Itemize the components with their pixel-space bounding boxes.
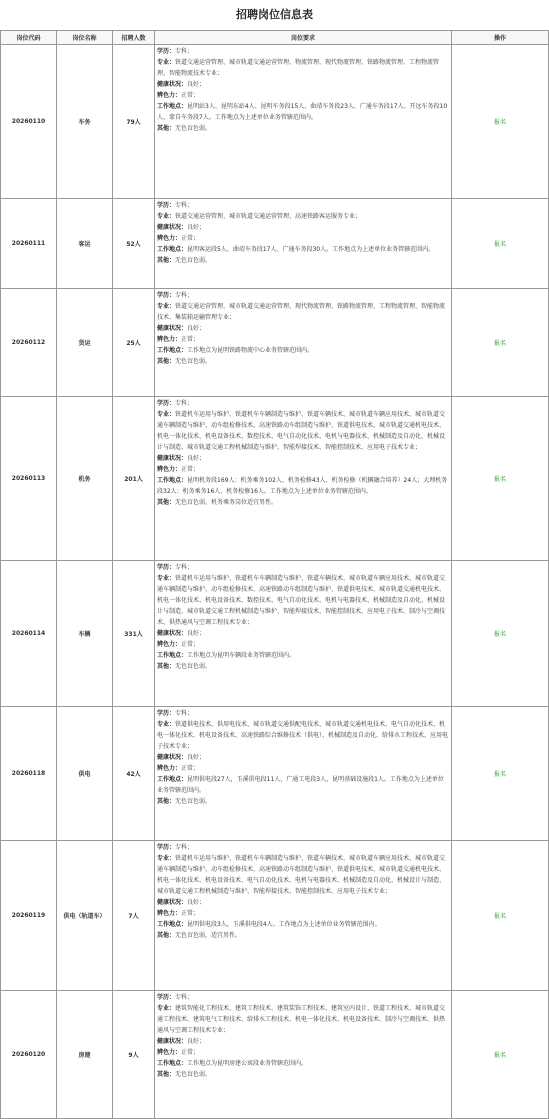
- requirement-text: 昆明供电段27人，玉溪供电段11人，广通工电段3人，昆明基础设施段1人。工作地点为上述单位业务管辖范围内。: [157, 776, 444, 794]
- job-name-cell: 供电: [57, 707, 113, 841]
- action-cell: [452, 45, 549, 199]
- job-count-cell: 79人: [113, 45, 155, 199]
- requirement-label: 健康状况：: [157, 630, 188, 637]
- requirement-label: 学历：: [157, 400, 176, 407]
- job-count-cell: 52人: [113, 199, 155, 289]
- requirement-text: 铁道交通运营管理、城市轨道交通运营管理、物流管理、现代物流管理、铁路物流管理、工程物流管理、智能物流技术专业；: [157, 59, 440, 77]
- requirement-line: [157, 1069, 449, 1080]
- table-body: [1, 45, 549, 1119]
- apply-link[interactable]: 报名: [493, 631, 506, 638]
- requirement-label: 辨色力：: [157, 765, 182, 772]
- job-name-cell: 供电（轨道车）: [57, 841, 113, 991]
- requirement-text: 正常；: [181, 910, 200, 917]
- requirement-text: 良好；: [187, 1038, 206, 1045]
- requirement-line: [157, 211, 449, 222]
- job-requirements-cell: [155, 841, 452, 991]
- job-count-cell: 201人: [113, 397, 155, 561]
- requirement-text: 专科；: [175, 844, 194, 851]
- requirement-text: 正常；: [181, 641, 200, 648]
- requirement-label: 健康状况：: [157, 455, 188, 462]
- requirement-line: [157, 334, 449, 345]
- requirement-line: [157, 123, 449, 134]
- requirement-line: [157, 573, 449, 628]
- apply-link[interactable]: 报名: [493, 340, 506, 347]
- requirement-line: [157, 398, 449, 409]
- requirement-label: 健康状况：: [157, 754, 188, 761]
- requirement-label: 其他：: [157, 1071, 176, 1078]
- requirement-text: 正常；: [181, 1049, 200, 1056]
- job-requirements-cell: [155, 45, 452, 199]
- requirement-line: [157, 57, 449, 79]
- job-name-cell: 机务: [57, 397, 113, 561]
- apply-link[interactable]: 报名: [493, 241, 506, 248]
- requirement-line: [157, 1003, 449, 1036]
- action-cell: [452, 199, 549, 289]
- requirement-label: 专业：: [157, 721, 176, 728]
- requirement-line: [157, 453, 449, 464]
- requirement-label: 专业：: [157, 59, 176, 66]
- requirement-text: 正常；: [181, 235, 200, 242]
- requirement-text: 铁道机车运用与维护、铁道机车车辆制造与维护、铁道车辆技术、城市轨道车辆应用技术、城市轨道交通车辆制造与维护、动车组检修技术、高速铁路动车组制造与维护、铁道供电技术、城市轨道交通机电技术、机电一体化技术、机电设备技术、数控技术、电气自动化技术、电机与电器技术、机械制造及自动化、机械设计与制造、城市轨道交通工程机械制造与维护、智能焊接技术、智能控制技术、应用电子技术、制冷与空调技术、供热通风与空调工程技术专业；: [157, 575, 446, 626]
- table-row: [1, 561, 549, 707]
- table-header-row: [1, 31, 549, 45]
- requirement-label: 专业：: [157, 213, 176, 220]
- requirement-text: 正常；: [181, 336, 200, 343]
- requirement-line: [157, 244, 449, 255]
- requirement-label: 学历：: [157, 564, 176, 571]
- requirement-text: 正常；: [181, 466, 200, 473]
- requirement-text: 铁道交通运营管理、城市轨道交通运营管理、高速铁路客运服务专业；: [175, 213, 362, 220]
- requirement-text: 昆明站3人、昆明东站4人、昆明车务段15人、曲靖车务段23人、广通车务段17人、开远车务段10人、蒙自车务段7人。工作地点为上述单位业务管辖范围内。: [157, 103, 448, 121]
- apply-link[interactable]: 报名: [493, 913, 506, 920]
- requirement-label: 专业：: [157, 1005, 176, 1012]
- requirement-line: [157, 255, 449, 266]
- requirement-label: 辨色力：: [157, 466, 182, 473]
- requirement-text: 专科；: [175, 564, 194, 571]
- requirement-label: 学历：: [157, 48, 176, 55]
- requirement-label: 学历：: [157, 844, 176, 851]
- requirement-line: [157, 908, 449, 919]
- requirement-label: 其他：: [157, 125, 176, 132]
- job-code-cell: 20260111: [1, 199, 57, 289]
- requirement-label: 学历：: [157, 994, 176, 1001]
- requirement-text: 工作地点为昆明车辆段业务管辖范围内。: [187, 652, 296, 659]
- requirement-text: 昆明客运段5人、曲靖车务段17人、广通车务段30人。工作地点为上述单位业务管辖范围内。: [187, 246, 435, 253]
- table-row: [1, 397, 549, 561]
- table-row: [1, 991, 549, 1119]
- requirement-label: 其他：: [157, 663, 176, 670]
- requirement-label: 工作地点：: [157, 776, 188, 783]
- requirement-line: [157, 719, 449, 752]
- job-table: [0, 30, 549, 1119]
- job-requirements-cell: [155, 289, 452, 397]
- requirement-line: [157, 930, 449, 941]
- table-row: [1, 707, 549, 841]
- requirement-line: [157, 628, 449, 639]
- table-row: [1, 199, 549, 289]
- requirement-label: 学历：: [157, 292, 176, 299]
- requirement-text: 无色盲色弱，适宜男性。: [175, 932, 242, 939]
- requirement-line: [157, 919, 449, 930]
- requirement-text: 昆明供电段3人，玉溪供电段4人。工作地点为上述单位业务管辖范围内。: [187, 921, 381, 928]
- requirement-line: [157, 661, 449, 672]
- requirement-line: [157, 752, 449, 763]
- job-code-cell: 20260120: [1, 991, 57, 1119]
- requirement-text: 正常；: [181, 92, 200, 99]
- requirement-label: 辨色力：: [157, 92, 182, 99]
- requirement-line: [157, 345, 449, 356]
- requirement-text: 昆明机务段169人：机务乘务102人、机务检修43人、机务检修（机辆融合培养）24人；大理机务段32人：机务乘务16人、机务检修16人。工作地点为上述单位业务管辖范围内。: [157, 477, 448, 495]
- apply-link[interactable]: 报名: [493, 1052, 506, 1059]
- job-requirements-cell: [155, 991, 452, 1119]
- header-name: 岗位名称: [57, 31, 113, 45]
- header-requirements: 岗位要求: [155, 31, 452, 45]
- job-name-cell: 房建: [57, 991, 113, 1119]
- requirement-label: 辨色力：: [157, 235, 182, 242]
- job-requirements-cell: [155, 199, 452, 289]
- requirement-label: 专业：: [157, 855, 176, 862]
- job-name-cell: 车辆: [57, 561, 113, 707]
- requirement-label: 辨色力：: [157, 336, 182, 343]
- requirement-line: [157, 497, 449, 508]
- requirement-line: [157, 639, 449, 650]
- job-code-cell: 20260119: [1, 841, 57, 991]
- requirement-label: 健康状况：: [157, 224, 188, 231]
- requirement-label: 工作地点：: [157, 477, 188, 484]
- requirement-line: [157, 356, 449, 367]
- requirement-text: 专科；: [175, 710, 194, 717]
- requirement-label: 专业：: [157, 575, 176, 582]
- requirement-line: [157, 562, 449, 573]
- requirement-text: 建筑智能化工程技术、建筑工程技术、建筑装饰工程技术、建筑室内设计、铁道工程技术、城市轨道交通工程技术、建筑电气工程技术、给排水工程技术、机电一体化技术、机电设备技术、制冷与空调技术、供热通风与空调工程技术专业；: [157, 1005, 446, 1034]
- header-count: 招聘人数: [113, 31, 155, 45]
- requirement-text: 无色盲色弱，机务乘务岗位适宜男性。: [175, 499, 278, 506]
- job-count-cell: 25人: [113, 289, 155, 397]
- requirement-line: [157, 79, 449, 90]
- table-row: [1, 841, 549, 991]
- requirement-text: 良好；: [187, 630, 206, 637]
- requirement-text: 专科；: [175, 202, 194, 209]
- requirement-label: 其他：: [157, 257, 176, 264]
- job-count-cell: 42人: [113, 707, 155, 841]
- requirement-text: 铁道供电技术、供用电技术、城市轨道交通供配电技术、城市轨道交通机电技术、电气自动化技术、机电一体化技术、机电设备技术、高速铁路综合维修技术（供电）、机械制造及自动化、给排水工程技术、应用电子技术专业；: [157, 721, 449, 750]
- job-name-cell: 客运: [57, 199, 113, 289]
- requirement-text: 无色盲色弱。: [175, 125, 212, 132]
- requirement-line: [157, 301, 449, 323]
- job-count-cell: 7人: [113, 841, 155, 991]
- requirement-line: [157, 774, 449, 796]
- requirement-text: 无色盲色弱。: [175, 257, 212, 264]
- requirement-line: [157, 290, 449, 301]
- action-cell: [452, 289, 549, 397]
- requirement-label: 健康状况：: [157, 81, 188, 88]
- header-code: 岗位代码: [1, 31, 57, 45]
- job-requirements-cell: [155, 561, 452, 707]
- requirement-text: 无色盲色弱。: [175, 663, 212, 670]
- requirement-label: 其他：: [157, 358, 176, 365]
- requirement-line: [157, 409, 449, 453]
- requirement-text: 良好；: [187, 325, 206, 332]
- requirement-text: 铁道交通运营管理、城市轨道交通运营管理、现代物流管理、铁路物流管理、工程物流管理、智能物流技术、集装箱运输管理专业；: [157, 303, 446, 321]
- requirement-line: [157, 842, 449, 853]
- requirement-line: [157, 46, 449, 57]
- action-cell: [452, 991, 549, 1119]
- action-cell: [452, 397, 549, 561]
- requirement-line: [157, 1036, 449, 1047]
- requirement-line: [157, 464, 449, 475]
- apply-link[interactable]: 报名: [493, 119, 506, 126]
- requirement-text: 无色盲色弱。: [175, 798, 212, 805]
- requirement-text: 专科；: [175, 48, 194, 55]
- job-code-cell: 20260118: [1, 707, 57, 841]
- requirement-line: [157, 796, 449, 807]
- job-code-cell: 20260114: [1, 561, 57, 707]
- requirement-text: 良好；: [187, 754, 206, 761]
- requirement-text: 无色盲色弱。: [175, 358, 212, 365]
- requirement-line: [157, 1058, 449, 1069]
- requirement-line: [157, 897, 449, 908]
- requirement-line: [157, 763, 449, 774]
- action-cell: [452, 561, 549, 707]
- apply-link[interactable]: 报名: [493, 771, 506, 778]
- requirement-text: 良好；: [187, 224, 206, 231]
- job-requirements-cell: [155, 397, 452, 561]
- job-count-cell: 331人: [113, 561, 155, 707]
- requirement-line: [157, 992, 449, 1003]
- requirement-label: 学历：: [157, 202, 176, 209]
- requirement-label: 健康状况：: [157, 1038, 188, 1045]
- job-code-cell: 20260112: [1, 289, 57, 397]
- requirement-label: 其他：: [157, 499, 176, 506]
- requirement-label: 辨色力：: [157, 910, 182, 917]
- requirement-line: [157, 222, 449, 233]
- requirement-line: [157, 200, 449, 211]
- requirement-text: 良好；: [187, 899, 206, 906]
- requirement-label: 健康状况：: [157, 899, 188, 906]
- requirement-text: 铁道机车运用与维护、铁道机车车辆制造与维护、铁道车辆技术、城市轨道车辆应用技术、城市轨道交通车辆制造与维护、动车组检修技术、高速铁路动车组制造与维护、铁道供电技术、城市轨道交通机电技术、机电一体化技术、机电设备技术、电气自动化技术、电机与电器技术、机械制造及自动化、机械设计与制造、城市轨道交通工程机械制造与维护、智能焊接技术、智能控制技术、应用电子技术专业；: [157, 855, 446, 895]
- requirement-text: 专科；: [175, 400, 194, 407]
- requirement-text: 良好；: [187, 455, 206, 462]
- job-name-cell: 车务: [57, 45, 113, 199]
- table-row: [1, 45, 549, 199]
- requirement-line: [157, 101, 449, 123]
- requirement-label: 工作地点：: [157, 652, 188, 659]
- requirement-line: [157, 708, 449, 719]
- requirement-label: 辨色力：: [157, 1049, 182, 1056]
- requirement-line: [157, 233, 449, 244]
- requirement-line: [157, 650, 449, 661]
- requirement-label: 其他：: [157, 932, 176, 939]
- requirement-text: 无色盲色弱。: [175, 1071, 212, 1078]
- requirement-label: 工作地点：: [157, 921, 188, 928]
- requirement-label: 辨色力：: [157, 641, 182, 648]
- requirement-line: [157, 90, 449, 101]
- job-name-cell: 货运: [57, 289, 113, 397]
- action-cell: [452, 707, 549, 841]
- requirement-label: 专业：: [157, 411, 176, 418]
- requirement-label: 其他：: [157, 798, 176, 805]
- requirement-line: [157, 323, 449, 334]
- requirement-label: 健康状况：: [157, 325, 188, 332]
- table-row: [1, 289, 549, 397]
- requirement-text: 良好；: [187, 81, 206, 88]
- job-code-cell: 20260110: [1, 45, 57, 199]
- requirement-text: 专科；: [175, 292, 194, 299]
- requirement-text: 工作地点为昆明房建公寓段业务管辖范围内。: [187, 1060, 308, 1067]
- job-requirements-cell: [155, 707, 452, 841]
- requirement-text: 铁道机车运用与维护、铁道机车车辆制造与维护、铁道车辆技术、城市轨道车辆应用技术、城市轨道交通车辆制造与维护、动车组检修技术、高速铁路动车组制造与维护、铁道供电技术、城市轨道交通机电技术、机电一体化技术、机电设备技术、数控技术、电气自动化技术、电机与电器技术、机械制造及自动化、机械设计与制造、城市轨道交通工程机械制造与维护、智能焊接技术、智能控制技术、应用电子技术专业；: [157, 411, 446, 451]
- requirement-label: 工作地点：: [157, 1060, 188, 1067]
- requirement-label: 工作地点：: [157, 246, 188, 253]
- requirement-text: 专科；: [175, 994, 194, 1001]
- page-title: 招聘岗位信息表: [236, 8, 313, 21]
- requirement-line: [157, 853, 449, 897]
- action-cell: [452, 841, 549, 991]
- requirement-line: [157, 475, 449, 497]
- requirement-line: [157, 1047, 449, 1058]
- requirement-text: 正常；: [181, 765, 200, 772]
- requirement-label: 学历：: [157, 710, 176, 717]
- requirement-text: 工作地点为昆明铁路物流中心业务管辖范围内。: [187, 347, 314, 354]
- requirement-label: 工作地点：: [157, 347, 188, 354]
- header-action: 操作: [452, 31, 549, 45]
- job-code-cell: 20260113: [1, 397, 57, 561]
- job-count-cell: 9人: [113, 991, 155, 1119]
- requirement-label: 工作地点：: [157, 103, 188, 110]
- apply-link[interactable]: 报名: [493, 476, 506, 483]
- requirement-label: 专业：: [157, 303, 176, 310]
